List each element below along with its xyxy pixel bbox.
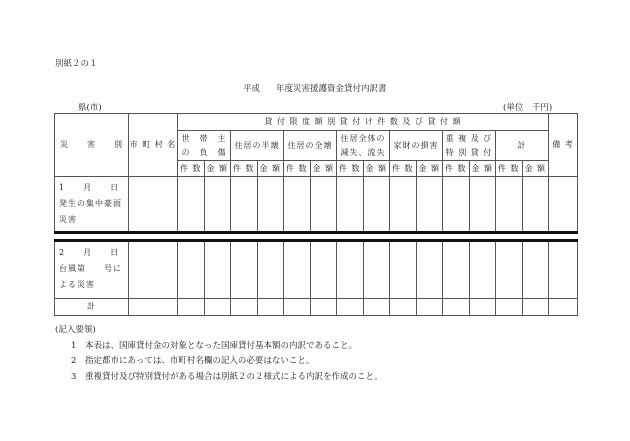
sub-amount: 金 額	[469, 161, 496, 177]
cell[interactable]	[231, 241, 258, 299]
cell[interactable]	[416, 299, 443, 316]
cell[interactable]	[549, 299, 578, 316]
cell[interactable]	[416, 177, 443, 233]
loan-breakdown-table	[54, 113, 578, 316]
table-row	[55, 177, 578, 233]
sub-amount: 金 額	[416, 161, 443, 177]
cell[interactable]	[310, 241, 337, 299]
cell[interactable]	[416, 241, 443, 299]
header-cat-full-destroyed: 住居の全壊	[284, 131, 337, 161]
cell[interactable]	[469, 177, 496, 233]
cell[interactable]	[257, 299, 284, 316]
header-cat-lost: 住居全体の 減失、流失	[337, 131, 390, 161]
disaster-label: 2 月 日台風第 号による災害	[55, 241, 129, 299]
cell[interactable]	[204, 241, 231, 299]
header-remarks: 備 考	[549, 114, 578, 177]
instruction-item: 2 指定都市にあっては、市町村名欄の記入の必要はないこと。	[71, 356, 315, 366]
cell[interactable]	[390, 177, 417, 233]
header-municipality: 市 町 村 名	[129, 114, 178, 177]
sub-count: 件 数	[496, 161, 523, 177]
document-id: 別紙２の１	[55, 59, 98, 69]
sub-amount: 金 額	[204, 161, 231, 177]
total-row	[55, 299, 578, 316]
sub-amount: 金 額	[257, 161, 284, 177]
header-disaster: 災 害 別	[55, 114, 129, 177]
header-loan-group: 貸 付 限 度 額 別 貸 付 け 件 数 及 び 貸 付 額	[178, 114, 549, 131]
cell[interactable]	[284, 177, 311, 233]
cell[interactable]	[522, 177, 549, 233]
header-cat-property: 家財の損害	[390, 131, 443, 161]
header-cat-special: 重 複 及 び 特 別 貸 付	[443, 131, 496, 161]
cell[interactable]	[443, 299, 470, 316]
page-title	[243, 82, 387, 94]
cell[interactable]	[231, 299, 258, 316]
disaster-label: 1 月 日発生の集中豪雨災害	[55, 177, 129, 233]
cell[interactable]	[178, 177, 205, 233]
cell[interactable]	[390, 241, 417, 299]
unit-label: (単位 千円)	[503, 103, 553, 113]
cell[interactable]	[443, 177, 470, 233]
cell[interactable]	[310, 177, 337, 233]
cell[interactable]	[231, 177, 258, 233]
title-era: 平成	[243, 84, 261, 94]
cell[interactable]	[496, 241, 523, 299]
instruction-item: 3 重複貸付及び特別貸付がある場合は別紙２の２様式による内訳を作成のこと。	[71, 371, 383, 382]
cell[interactable]	[522, 299, 549, 316]
cell[interactable]	[390, 299, 417, 316]
sub-count: 件 数	[337, 161, 364, 177]
table-row	[55, 241, 578, 299]
instructions	[55, 323, 383, 385]
sub-amount: 金 額	[310, 161, 337, 177]
sub-count: 件 数	[284, 161, 311, 177]
cell[interactable]	[363, 299, 390, 316]
cell[interactable]	[178, 241, 205, 299]
cell[interactable]	[337, 299, 364, 316]
cell[interactable]	[310, 299, 337, 316]
cell[interactable]	[284, 241, 311, 299]
sub-count: 件 数	[390, 161, 417, 177]
header-cat-half-destroyed: 住居の半壊	[231, 131, 284, 161]
cell[interactable]	[337, 177, 364, 233]
total-label: 計	[55, 299, 129, 316]
sub-count: 件 数	[443, 161, 470, 177]
cell[interactable]	[549, 177, 578, 233]
cell[interactable]	[363, 177, 390, 233]
cell[interactable]	[129, 241, 178, 299]
header-cat-total: 計	[496, 131, 549, 161]
cell[interactable]	[129, 299, 178, 316]
sub-amount: 金 額	[363, 161, 390, 177]
sub-count: 件 数	[231, 161, 258, 177]
cell[interactable]	[443, 241, 470, 299]
double-separator	[55, 233, 578, 241]
cell[interactable]	[522, 241, 549, 299]
cell[interactable]	[469, 299, 496, 316]
cell[interactable]	[363, 241, 390, 299]
cell[interactable]	[204, 299, 231, 316]
cell[interactable]	[257, 177, 284, 233]
cell[interactable]	[469, 241, 496, 299]
cell[interactable]	[496, 299, 523, 316]
sub-count: 件 数	[178, 161, 205, 177]
cell[interactable]	[257, 241, 284, 299]
cell[interactable]	[204, 177, 231, 233]
header-cat-injury: 世 帯 主 の 負 傷	[178, 131, 231, 161]
instruction-item: 1 本表は、国庫貸付金の対象となった国庫貸付基本額の内訳であること。	[71, 340, 358, 351]
cell[interactable]	[284, 299, 311, 316]
instructions-heading: (記入要領)	[55, 325, 96, 335]
cell[interactable]	[496, 177, 523, 233]
cell[interactable]	[178, 299, 205, 316]
title-text: 年度災害援護資金貸付内訳書	[276, 84, 387, 94]
cell[interactable]	[337, 241, 364, 299]
cell[interactable]	[129, 177, 178, 233]
prefecture-label: 県(市)	[78, 103, 102, 113]
sub-amount: 金 額	[522, 161, 549, 177]
cell[interactable]	[549, 241, 578, 299]
